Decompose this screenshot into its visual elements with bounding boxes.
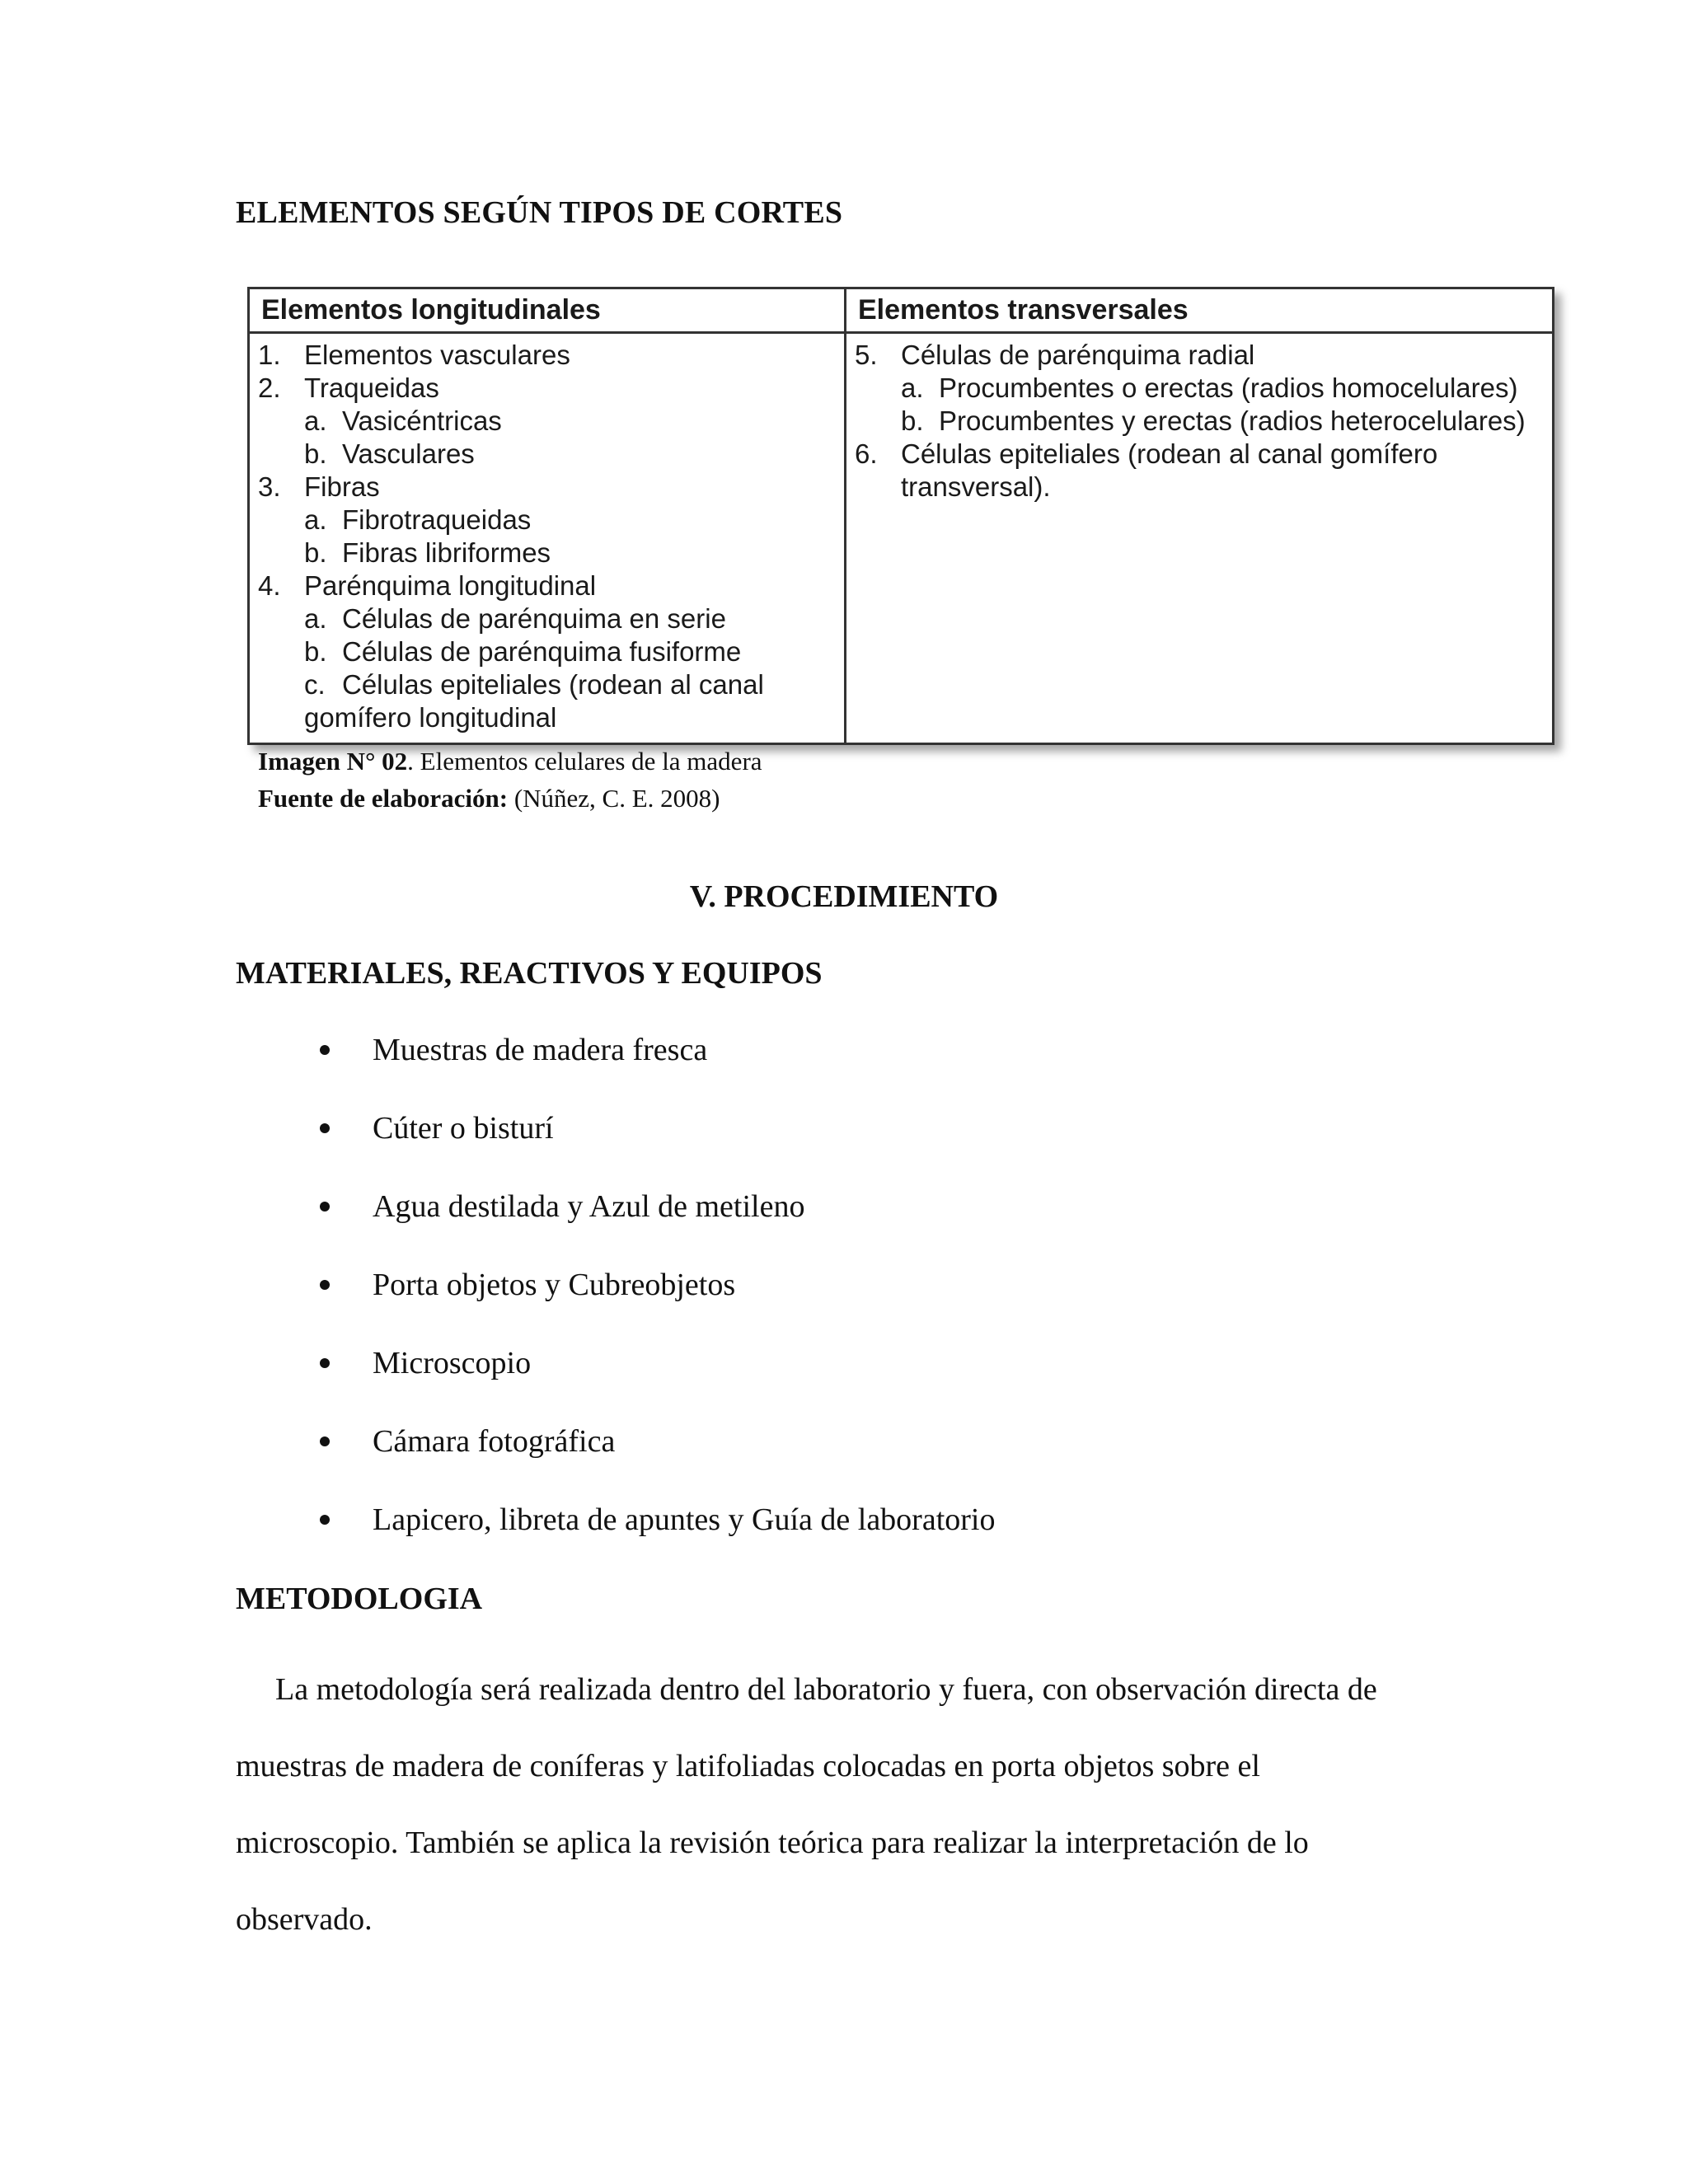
sub-list-item: a. Procumbentes o erectas (radios homocelulares) [901,373,1518,403]
sub-list-item: b. Vasculares [304,438,475,469]
cell-elements-figure-table [247,287,1554,745]
table-header-transversal: Elementos transversales [846,289,1552,334]
sub-list-item-continuation: gomífero longitudinal [304,702,557,733]
bullet-icon [320,1358,330,1368]
section-title: ELEMENTOS SEGÚN TIPOS DE CORTES [236,195,843,230]
caption-label: Imagen N° 02 [258,747,408,776]
bullet-icon [320,1436,330,1446]
sub-list-item: b. Fibras libriformes [304,537,551,568]
caption-text: . Elementos celulares de la madera [407,747,762,776]
list-item: Cúter o bisturí [320,1108,995,1187]
sub-list-item: a. Células de parénquima en serie [304,603,726,634]
bullet-icon [320,1123,330,1133]
sub-list-item: b. Células de parénquima fusiforme [304,636,742,667]
list-item: Lapicero, libreta de apuntes y Guía de laboratorio [320,1500,995,1578]
list-item-continuation: transversal). [901,471,1051,502]
paragraph-line: muestras de madera de coníferas y latifoliadas colocadas en porta objetos sobre el [236,1749,1260,1783]
sub-list-item: b. Procumbentes y erectas (radios heterocelulares) [901,405,1526,436]
materials-list [320,1030,995,1578]
list-item: Agua destilada y Azul de metileno [320,1187,995,1265]
list-item: 1. Elementos vasculares [258,340,570,370]
paragraph-line: microscopio. También se aplica la revisión teórica para realizar la interpretación de lo [236,1825,1309,1860]
source-text: (Núñez, C. E. 2008) [508,784,720,813]
source-label: Fuente de elaboración: [258,784,509,813]
table-header-longitudinal: Elementos longitudinales [250,289,846,334]
list-item: Microscopio [320,1343,995,1422]
list-item: 5. Células de parénquima radial [855,340,1255,370]
figure-source [258,784,720,813]
list-item: 6. Células epiteliales (rodean al canal gomífero [855,438,1438,469]
bullet-icon [320,1202,330,1212]
bullet-icon [320,1280,330,1290]
bullet-icon [320,1045,330,1055]
sub-list-item: c. Células epiteliales (rodean al canal [304,669,764,700]
longitudinal-elements-column [250,334,846,743]
figure-caption [258,747,762,776]
materials-heading: MATERIALES, REACTIVOS Y EQUIPOS [236,956,823,991]
list-item: Muestras de madera fresca [320,1030,995,1108]
section-heading-procedimiento: V. PROCEDIMIENTO [689,879,999,914]
list-item: 3. Fibras [258,471,380,502]
list-item: 2. Traqueidas [258,373,439,403]
transversal-elements-column [846,334,1552,743]
methodology-heading: METODOLOGIA [236,1582,483,1616]
sub-list-item: a. Fibrotraqueidas [304,504,532,535]
paragraph-line: observado. [236,1902,373,1937]
paragraph-line: La metodología será realizada dentro del laboratorio y fuera, con observación directa de [275,1672,1377,1707]
list-item: Porta objetos y Cubreobjetos [320,1265,995,1343]
methodology-paragraph [236,1652,1538,1958]
sub-list-item: a. Vasicéntricas [304,405,502,436]
bullet-icon [320,1515,330,1525]
list-item: Cámara fotográfica [320,1422,995,1500]
list-item: 4. Parénquima longitudinal [258,570,597,601]
